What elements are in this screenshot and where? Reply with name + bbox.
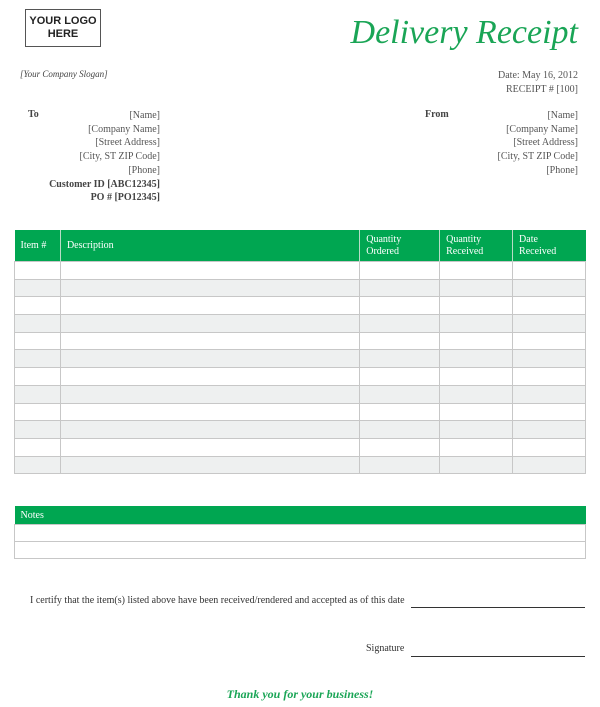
table-row [15,315,586,333]
from-name: [Name] [547,110,578,121]
table-row [15,297,586,315]
to-company: [Company Name] [88,123,160,135]
col-quantity-ordered: Quantity Ordered [360,230,440,262]
table-row [15,368,586,386]
table-row [15,350,586,368]
table-row [15,421,586,439]
signature-label: Signature [366,643,405,654]
notes-row [15,525,586,542]
po-number: PO # [PO12345] [90,192,160,204]
to-city: [City, ST ZIP Code] [79,151,160,163]
col-description: Description [60,230,359,262]
table-row [15,262,586,280]
from-city: [City, ST ZIP Code] [497,151,578,163]
page-title: Delivery Receipt [350,14,578,51]
table-row [15,385,586,403]
to-street: [Street Address] [95,137,160,149]
notes-row [15,542,586,559]
receipt-meta [498,69,578,97]
certification-text: I certify that the item(s) listed above have been received/rendered and accepted as of this date [30,595,405,606]
notes-header: Notes [15,506,586,525]
table-row [15,403,586,421]
items-table-header [15,230,586,262]
logo-line-1: YOUR LOGO [29,15,97,27]
table-row [15,438,586,456]
table-row [15,279,586,297]
items-table [14,230,586,474]
company-logo-placeholder [25,9,101,47]
table-row [15,456,586,474]
signature-line[interactable] [411,656,585,657]
thank-you-message: Thank you for your business! [226,687,374,701]
customer-id: Customer ID [ABC12345] [49,178,160,190]
col-item-number: Item # [15,230,61,262]
col-date-received: Date Received [513,230,586,262]
logo-line-2: HERE [47,28,79,40]
company-slogan: [Your Company Slogan] [20,69,108,79]
to-phone: [Phone] [128,164,160,176]
from-company: [Company Name] [506,123,578,135]
receipt-date: Date: May 16, 2012 [498,70,578,81]
receipt-number: RECEIPT # [100] [505,84,578,95]
notes-table [14,506,586,559]
from-street: [Street Address] [513,137,578,149]
certify-date-line[interactable] [411,607,585,608]
to-name: [Name] [129,110,160,121]
from-label: From [425,109,449,120]
col-quantity-received: Quantity Received [440,230,513,262]
to-label: To [28,109,39,120]
to-address-block [40,109,160,205]
table-row [15,332,586,350]
from-phone: [Phone] [546,164,578,176]
from-address-block [438,109,578,178]
